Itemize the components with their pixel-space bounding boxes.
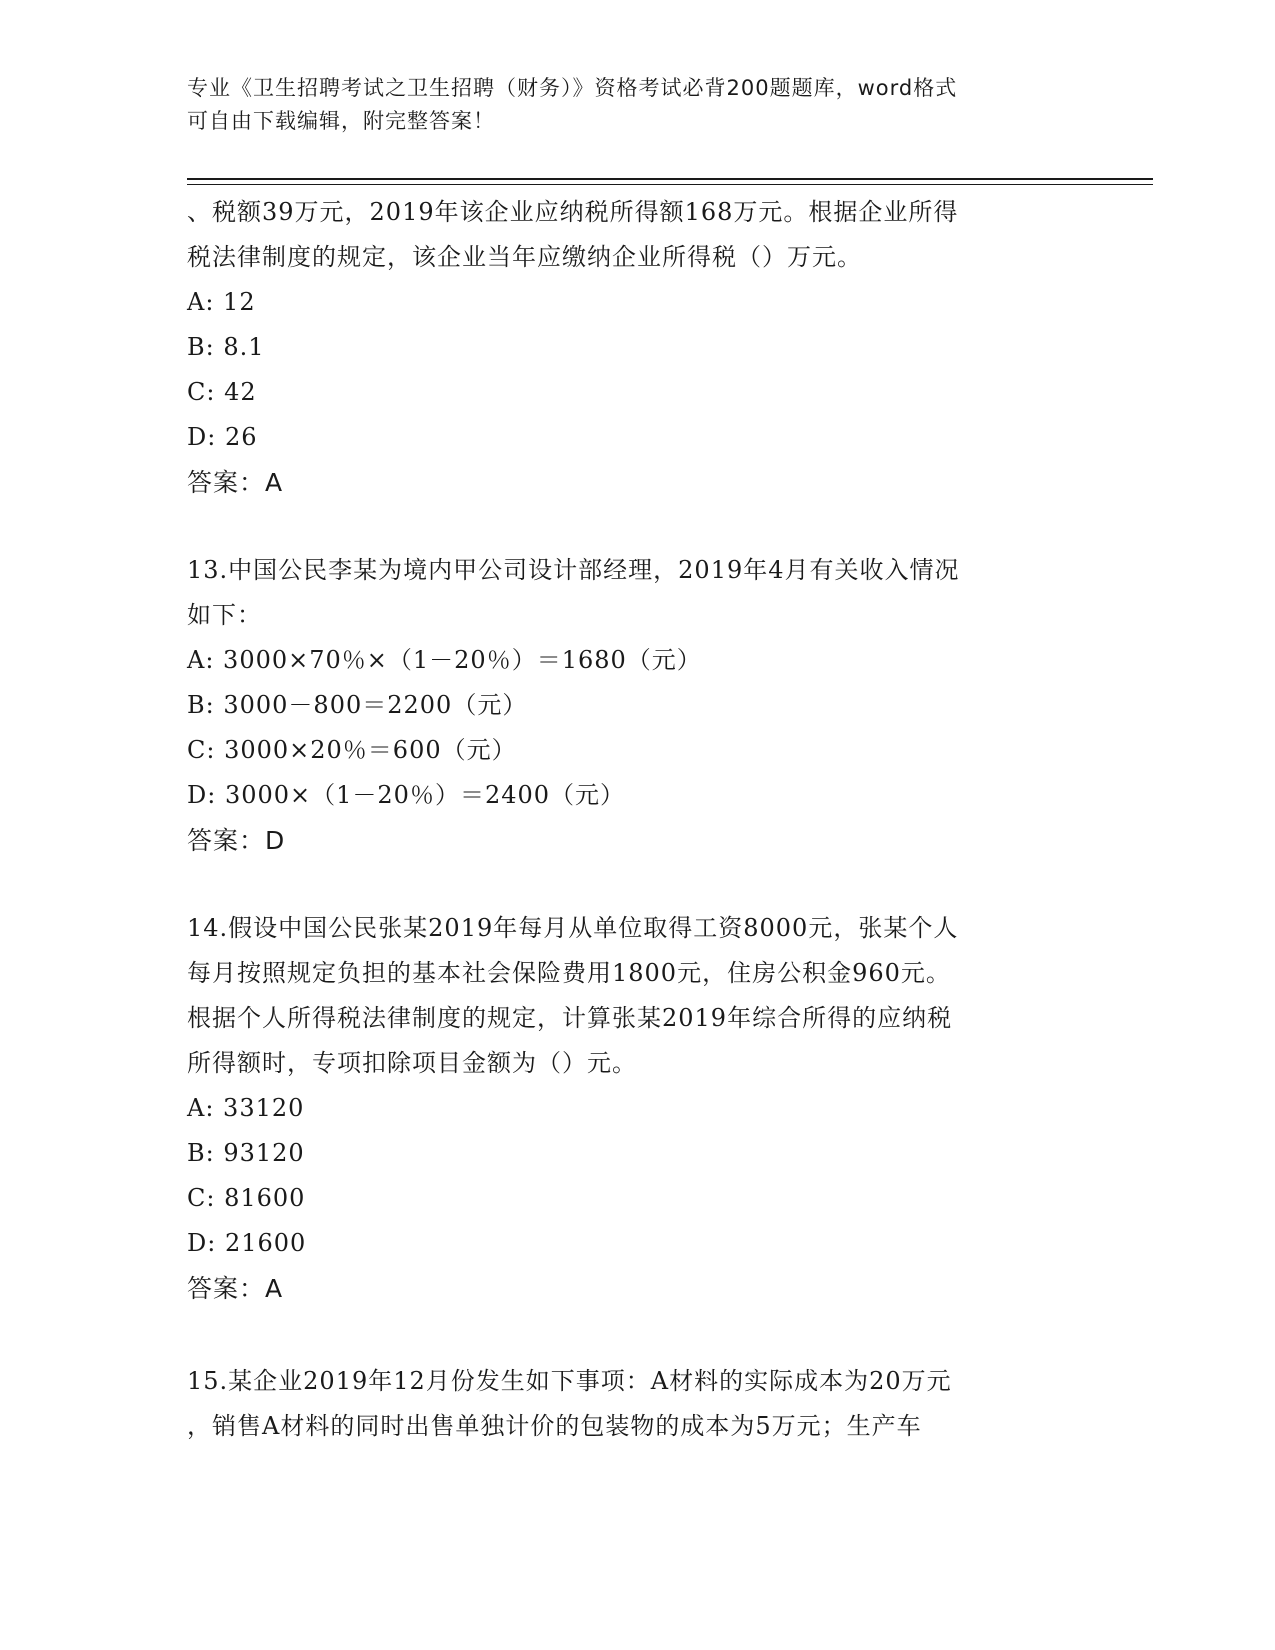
answer-label: 答案：A [187,468,284,497]
option-b: B: 8.1 [187,333,265,361]
question-12 [187,190,1087,505]
option-c: C: 81600 [187,1184,306,1212]
question-text: ，销售A材料的同时出售单独计价的包装物的成本为5万元；生产车 [187,1412,922,1440]
header-line-1: 专业《卫生招聘考试之卫生招聘（财务）》资格考试必背200题题库，word格式 [187,76,958,100]
question-text: 如下： [187,601,262,629]
option-a: A: 33120 [187,1094,305,1122]
option-d: D: 21600 [187,1229,307,1257]
answer-label: 答案：A [187,1274,284,1303]
option-d: D: 3000×（1－20％）＝2400（元） [187,781,626,809]
option-b: B: 3000－800＝2200（元） [187,691,528,719]
question-text: 14.假设中国公民张某2019年每月从单位取得工资8000元，张某个人 [187,914,959,942]
question-text: 15.某企业2019年12月份发生如下事项：A材料的实际成本为20万元 [187,1367,952,1395]
header-rule-thin [187,184,1153,185]
question-13 [187,548,1087,863]
option-c: C: 3000×20％＝600（元） [187,736,517,764]
header-rule-thick [187,178,1153,180]
header-line-2: 可自由下载编辑，附完整答案！ [187,109,495,133]
question-text: 税法律制度的规定，该企业当年应缴纳企业所得税（）万元。 [187,243,862,271]
option-c: C: 42 [187,378,257,406]
document-header [187,72,1087,138]
question-text: 所得额时，专项扣除项目金额为（）元。 [187,1049,637,1077]
option-b: B: 93120 [187,1139,305,1167]
question-14 [187,906,1087,1311]
answer-label: 答案：D [187,826,286,855]
question-text: 13.中国公民李某为境内甲公司设计部经理，2019年4月有关收入情况 [187,556,960,584]
question-15 [187,1359,1087,1449]
option-a: A: 12 [187,288,256,316]
option-a: A: 3000×70％×（1－20％）＝1680（元） [187,646,702,674]
question-list [187,190,1087,1449]
question-text: 根据个人所得税法律制度的规定，计算张某2019年综合所得的应纳税 [187,1004,953,1032]
question-text: 、税额39万元，2019年该企业应纳税所得额168万元。根据企业所得 [187,198,959,226]
option-d: D: 26 [187,423,258,451]
question-text: 每月按照规定负担的基本社会保险费用1800元，住房公积金960元。 [187,959,951,987]
